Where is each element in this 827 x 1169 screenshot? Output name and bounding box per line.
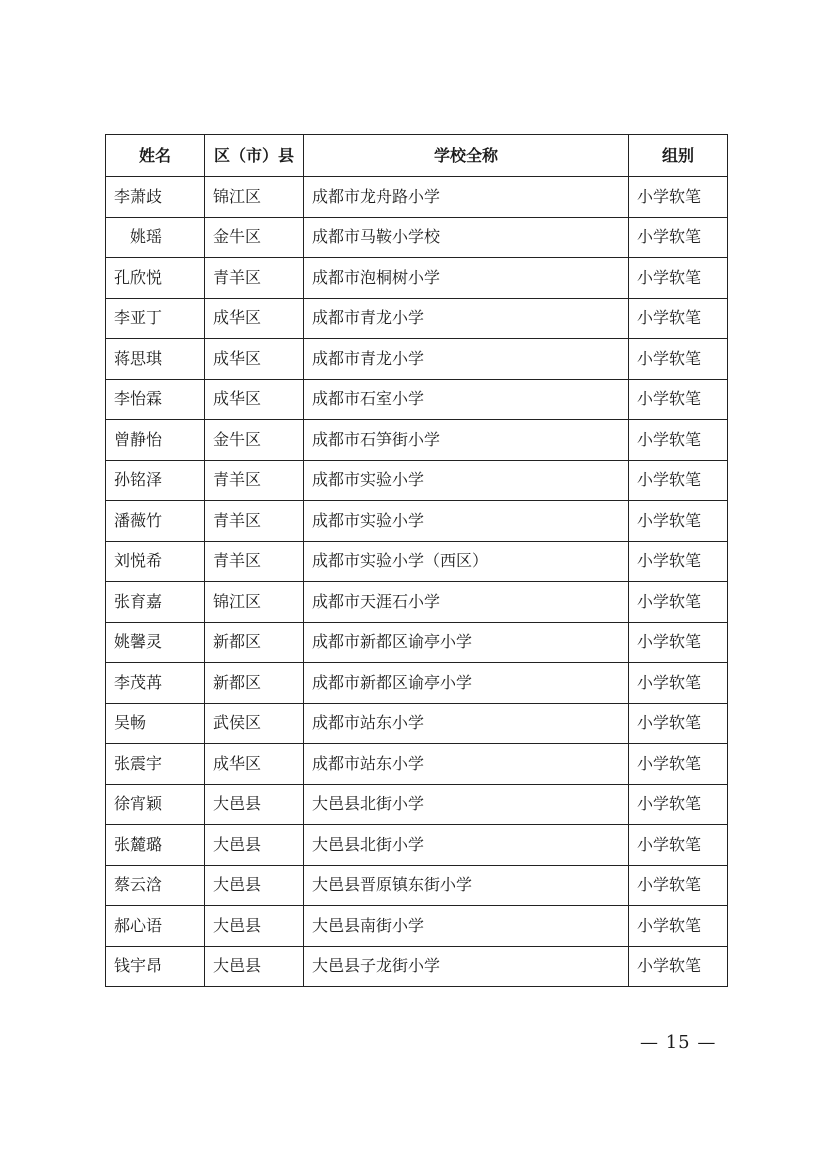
award-list-table: [105, 134, 728, 987]
cell-school: 成都市石笋街小学: [304, 420, 629, 461]
table-row: [106, 177, 728, 218]
cell-district: 武侯区: [205, 703, 304, 744]
table-row: [106, 703, 728, 744]
cell-district: 锦江区: [205, 582, 304, 623]
cell-name: 吴畅: [106, 703, 205, 744]
table-row: [106, 865, 728, 906]
table-row: [106, 784, 728, 825]
cell-school: 大邑县北街小学: [304, 784, 629, 825]
header-school: 学校全称: [304, 135, 629, 177]
cell-name: 潘薇竹: [106, 501, 205, 542]
page-number: — 15 —: [640, 1032, 717, 1053]
cell-district: 新都区: [205, 663, 304, 704]
cell-name: 姚馨灵: [106, 622, 205, 663]
cell-name: 李茂苒: [106, 663, 205, 704]
cell-school: 成都市实验小学（西区）: [304, 541, 629, 582]
cell-name: 郝心语: [106, 906, 205, 947]
cell-district: 大邑县: [205, 784, 304, 825]
cell-school: 成都市青龙小学: [304, 339, 629, 380]
header-group: 组别: [629, 135, 728, 177]
cell-group: 小学软笔: [629, 501, 728, 542]
cell-name: 张麓璐: [106, 825, 205, 866]
cell-school: 成都市站东小学: [304, 703, 629, 744]
table-row: [106, 582, 728, 623]
cell-district: 金牛区: [205, 420, 304, 461]
cell-school: 成都市青龙小学: [304, 298, 629, 339]
cell-school: 成都市实验小学: [304, 460, 629, 501]
cell-district: 青羊区: [205, 501, 304, 542]
table-row: [106, 622, 728, 663]
cell-group: 小学软笔: [629, 703, 728, 744]
cell-district: 金牛区: [205, 217, 304, 258]
cell-group: 小学软笔: [629, 663, 728, 704]
cell-district: 新都区: [205, 622, 304, 663]
cell-group: 小学软笔: [629, 582, 728, 623]
cell-name: 孔欣悦: [106, 258, 205, 299]
cell-group: 小学软笔: [629, 177, 728, 218]
cell-group: 小学软笔: [629, 379, 728, 420]
cell-district: 锦江区: [205, 177, 304, 218]
table-row: [106, 379, 728, 420]
cell-school: 成都市实验小学: [304, 501, 629, 542]
cell-district: 大邑县: [205, 906, 304, 947]
table-row: [106, 906, 728, 947]
cell-district: 成华区: [205, 744, 304, 785]
cell-name: 孙铭泽: [106, 460, 205, 501]
cell-district: 成华区: [205, 379, 304, 420]
cell-name: 李萧歧: [106, 177, 205, 218]
table-row: [106, 258, 728, 299]
table-row: [106, 339, 728, 380]
cell-group: 小学软笔: [629, 541, 728, 582]
cell-group: 小学软笔: [629, 258, 728, 299]
cell-school: 成都市站东小学: [304, 744, 629, 785]
cell-group: 小学软笔: [629, 217, 728, 258]
table-row: [106, 460, 728, 501]
cell-district: 青羊区: [205, 541, 304, 582]
cell-group: 小学软笔: [629, 865, 728, 906]
header-district: 区（市）县: [205, 135, 304, 177]
table-row: [106, 217, 728, 258]
cell-district: 成华区: [205, 339, 304, 380]
cell-group: 小学软笔: [629, 744, 728, 785]
cell-name: 蔡云浛: [106, 865, 205, 906]
cell-name: 刘悦希: [106, 541, 205, 582]
table-row: [106, 663, 728, 704]
cell-group: 小学软笔: [629, 420, 728, 461]
table-row: [106, 298, 728, 339]
cell-name: 李怡霖: [106, 379, 205, 420]
table-row: [106, 420, 728, 461]
cell-name: 钱宇昂: [106, 946, 205, 987]
table-body: [106, 177, 728, 987]
cell-district: 大邑县: [205, 825, 304, 866]
cell-school: 大邑县子龙街小学: [304, 946, 629, 987]
table-row: [106, 946, 728, 987]
cell-name: 李亚丁: [106, 298, 205, 339]
cell-group: 小学软笔: [629, 825, 728, 866]
cell-group: 小学软笔: [629, 784, 728, 825]
cell-school: 成都市新都区谕亭小学: [304, 622, 629, 663]
table-row: [106, 541, 728, 582]
cell-school: 成都市石室小学: [304, 379, 629, 420]
cell-group: 小学软笔: [629, 946, 728, 987]
cell-school: 成都市天涯石小学: [304, 582, 629, 623]
cell-name: 徐宵颖: [106, 784, 205, 825]
cell-name: 张震宇: [106, 744, 205, 785]
cell-school: 大邑县南街小学: [304, 906, 629, 947]
cell-district: 大邑县: [205, 865, 304, 906]
cell-school: 成都市龙舟路小学: [304, 177, 629, 218]
cell-group: 小学软笔: [629, 906, 728, 947]
cell-district: 青羊区: [205, 258, 304, 299]
cell-name: 姚瑶: [106, 217, 205, 258]
cell-name: 蒋思琪: [106, 339, 205, 380]
cell-school: 大邑县晋原镇东街小学: [304, 865, 629, 906]
cell-group: 小学软笔: [629, 622, 728, 663]
cell-district: 青羊区: [205, 460, 304, 501]
cell-name: 曾静怡: [106, 420, 205, 461]
cell-school: 成都市马鞍小学校: [304, 217, 629, 258]
cell-name: 张育嘉: [106, 582, 205, 623]
cell-group: 小学软笔: [629, 460, 728, 501]
cell-district: 成华区: [205, 298, 304, 339]
cell-group: 小学软笔: [629, 339, 728, 380]
table-row: [106, 744, 728, 785]
cell-school: 大邑县北街小学: [304, 825, 629, 866]
cell-group: 小学软笔: [629, 298, 728, 339]
cell-district: 大邑县: [205, 946, 304, 987]
cell-school: 成都市新都区谕亭小学: [304, 663, 629, 704]
table-row: [106, 501, 728, 542]
header-name: 姓名: [106, 135, 205, 177]
table-header-row: [106, 135, 728, 177]
table-row: [106, 825, 728, 866]
cell-school: 成都市泡桐树小学: [304, 258, 629, 299]
